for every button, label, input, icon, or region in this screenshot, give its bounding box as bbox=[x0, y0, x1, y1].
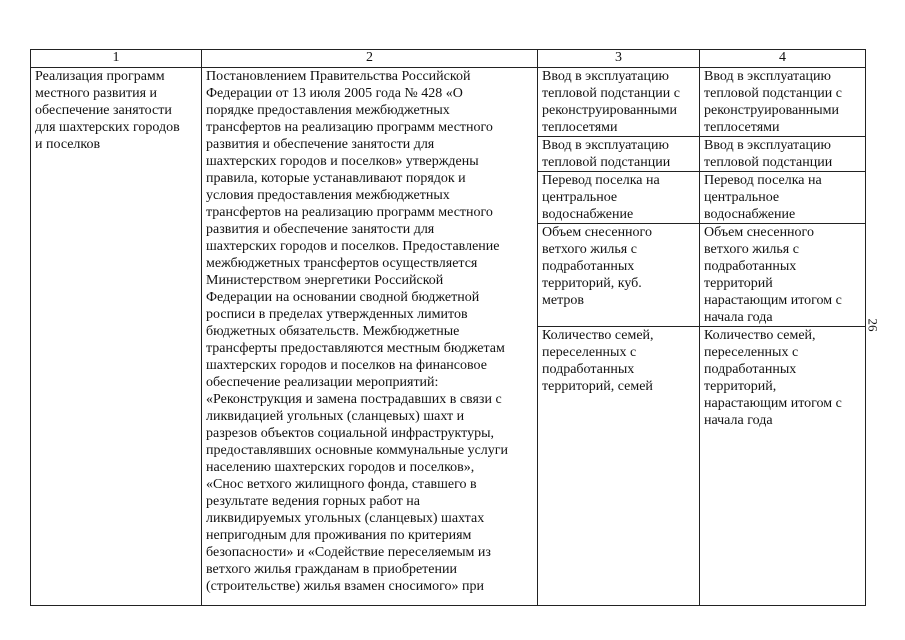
indicator-text: Перевод поселка на центральное водоснабжение bbox=[542, 173, 660, 222]
indicator-value-cell bbox=[700, 68, 866, 137]
header-cell-3: 3 bbox=[538, 50, 700, 68]
header-cell-2: 2 bbox=[202, 50, 538, 68]
program-name-text: Реализация программ местного развития и обеспечение занятости для шахтерских городов и поселков bbox=[35, 69, 180, 152]
indicator-text: Объем снесенного ветхого жилья с подработанных территорий, куб. метров bbox=[542, 225, 652, 308]
page-number: 26 bbox=[865, 318, 881, 332]
indicator-cell bbox=[538, 172, 700, 224]
header-cell-1: 1 bbox=[31, 50, 202, 68]
indicator-value-text: Ввод в эксплуатацию тепловой подстанции bbox=[704, 138, 833, 170]
table-row bbox=[31, 68, 866, 137]
indicator-value-cell bbox=[700, 137, 866, 172]
program-name-cell bbox=[31, 68, 202, 606]
indicator-text: Ввод в эксплуатацию тепловой подстанции bbox=[542, 138, 671, 170]
header-cell-4: 4 bbox=[700, 50, 866, 68]
indicator-value-text: Перевод поселка на центральное водоснабжение bbox=[704, 173, 822, 222]
indicator-cell bbox=[538, 68, 700, 137]
indicator-text: Количество семей, переселенных с подработанных территорий, семей bbox=[542, 328, 654, 394]
indicator-value-cell bbox=[700, 327, 866, 606]
indicator-value-text: Количество семей, переселенных с подработанных территорий, нарастающим итогом с начала года bbox=[704, 328, 842, 428]
indicator-value-text: Объем снесенного ветхого жилья с подработанных территорий нарастающим итогом с начала года bbox=[704, 225, 842, 325]
indicator-cell bbox=[538, 137, 700, 172]
table-header-row bbox=[31, 50, 866, 68]
indicator-cell bbox=[538, 224, 700, 327]
indicator-text: Ввод в эксплуатацию тепловой подстанции с реконструированными теплосетями bbox=[542, 69, 680, 135]
indicator-value-text: Ввод в эксплуатацию тепловой подстанции с реконструированными теплосетями bbox=[704, 69, 842, 135]
indicator-value-cell bbox=[700, 224, 866, 327]
program-description-cell bbox=[202, 68, 538, 606]
indicator-cell bbox=[538, 327, 700, 606]
program-description-text: Постановлением Правительства Российской Федерации от 13 июля 2005 года № 428 «О порядке предоставления межбюджетных трансфертов на реализацию программ местного развития и обеспечение занятости для шахтерских городов и поселков» утверждены правила, которые устанавливают порядок и условия предоставления межбюджетных трансфертов на реализацию программ местного развития и обеспечение занятости для шахтерских городов и поселков. Предоставление межбюджетных трансфертов осуществляется Министерством энергетики Российской Федерации на основании сводной бюджетной росписи в пределах утвержденных лимитов бюджетных обязательств. Межбюджетные трансферты предоставляются местным бюджетам шахтерских городов и поселков на финансовое обеспечение реализации мероприятий: «Реконструкция и замена пострадавших в связи с ликвидацией угольных (сланцевых) шахт и разрезов объектов социальной инфраструктуры, предоставлявших основные коммунальные услуги населению шахтерских городов и поселков», «Снос ветхого жилищного фонда, ставшего в результате ведения горных работ на ликвидируемых угольных (сланцевых) шахтах непригодным для проживания по критериям безопасности» и «Содействие переселяемым из ветхого жилья гражданам в приобретении (строительстве) жилья взамен сносимого» при bbox=[206, 69, 509, 594]
document-table bbox=[30, 49, 866, 606]
indicator-value-cell bbox=[700, 172, 866, 224]
